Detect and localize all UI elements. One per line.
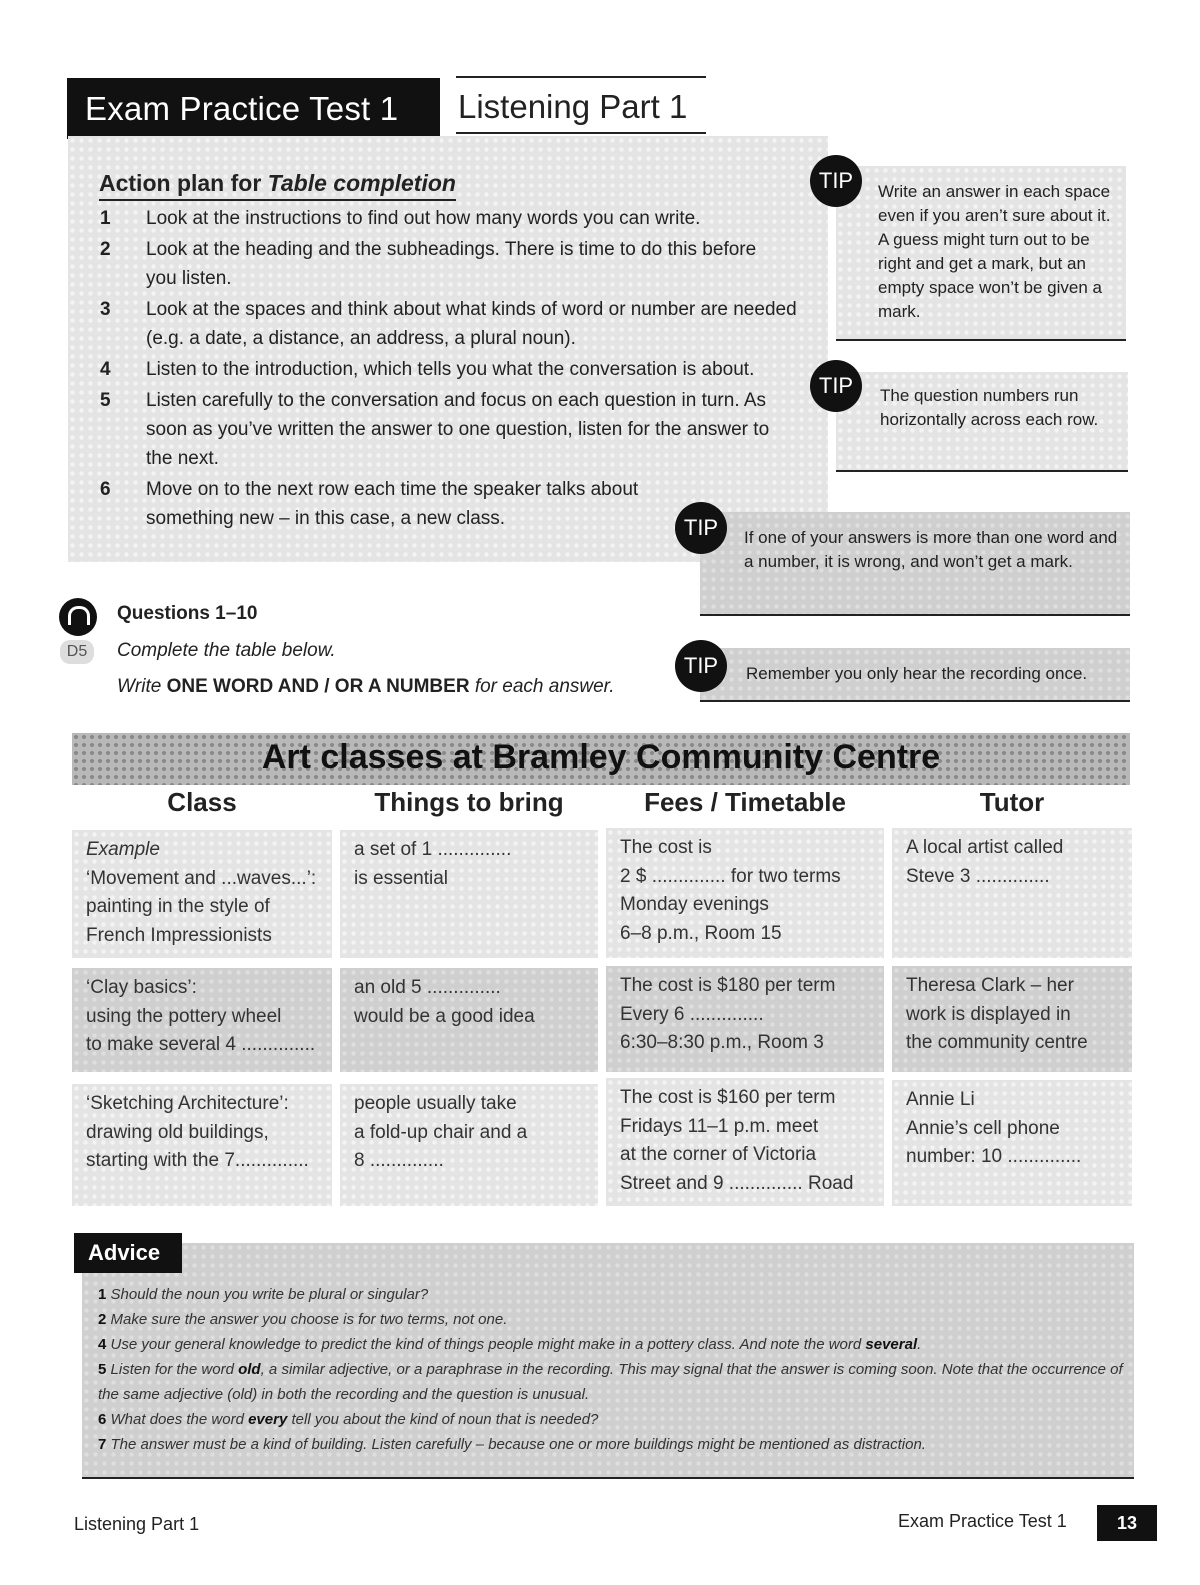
table-cell: ‘Clay basics’: using the pottery wheel to make several 4 .............. — [72, 968, 332, 1072]
questions-instruction: Complete the table below. — [117, 640, 336, 661]
advice-item: 4 Use your general knowledge to predict the kind of things people might make in a pottery class. And note the word several. — [98, 1336, 922, 1353]
tip-box-1: Write an answer in each space even if you aren’t sure about it. A guess might turn out to be right and get a mark, but an empty space won’t be given a mark. — [836, 166, 1126, 341]
advice-item: 2 Make sure the answer you choose is for two terms, not one. — [98, 1311, 508, 1328]
plan-item: 6 Move on to the next row each time the speaker talks about something new – in this case, a new class. — [100, 479, 639, 529]
table-cell: The cost is $180 per term Every 6 .............. 6:30–8:30 p.m., Room 3 — [606, 966, 884, 1072]
tip-box-4: Remember you only hear the recording once. — [700, 648, 1130, 702]
track-number: D5 — [60, 640, 94, 664]
table-cell: The cost is 2 $ .............. for two terms Monday evenings 6–8 p.m., Room 15 — [606, 828, 884, 958]
table-cell: Annie Li Annie’s cell phone number: 10 .............. — [892, 1080, 1132, 1206]
advice-item: 5 Listen for the word old, a similar adjective, or a paraphrase in the recording. This may signal that the answer is coming soon. Note that the occurrence of the same adjective (old) in both the recording and the question is unusual. — [98, 1361, 1123, 1403]
plan-item: 1 Look at the instructions to find out how many words you can write. — [100, 208, 701, 229]
tip-badge-3: TIP — [675, 502, 727, 554]
plan-item: 3 Look at the spaces and think about what kinds of word or number are needed (e.g. a date, a distance, an address, a plural noun). — [100, 299, 797, 349]
col-header-tutor: Tutor — [979, 787, 1045, 817]
plan-item: 2 Look at the heading and the subheadings. There is time to do this before you listen. — [100, 239, 757, 289]
col-header-fees: Fees / Timetable — [644, 787, 846, 817]
tip-badge-2: TIP — [810, 360, 862, 412]
action-plan-title: Action plan for Table completion — [99, 170, 456, 201]
table-cell: a set of 1 .............. is essential — [340, 830, 598, 958]
plan-item: 4 Listen to the introduction, which tells you what the conversation is about. — [100, 359, 755, 380]
advice-label: Advice — [74, 1233, 182, 1273]
table-cell: ‘Sketching Architecture’: drawing old buildings, starting with the 7.............. — [72, 1084, 332, 1206]
table-cell: Example ‘Movement and ...waves...’: painting in the style of French Impressionists — [72, 830, 332, 958]
footer-test-title: Exam Practice Test 1 — [898, 1511, 1067, 1531]
col-header-things: Things to bring — [374, 787, 564, 817]
advice-item: 1 Should the noun you write be plural or singular? — [98, 1286, 429, 1303]
tip-box-2: The question numbers run horizontally across each row. — [836, 372, 1128, 472]
table-cell: Theresa Clark – her work is displayed in the community centre — [892, 966, 1132, 1072]
advice-list — [98, 1282, 1128, 1457]
table-cell: people usually take a fold-up chair and a 8 .............. — [340, 1084, 598, 1206]
headphones-icon — [59, 598, 97, 636]
tip-box-3: If one of your answers is more than one word and a number, it is wrong, and won’t get a mark. — [700, 512, 1130, 616]
questions-word-limit: Write ONE WORD AND / OR A NUMBER for each answer. — [117, 676, 615, 697]
table-title: Art classes at Bramley Community Centre — [261, 738, 941, 776]
table-cell: The cost is $160 per term Fridays 11–1 p.m. meet at the corner of Victoria Street and 9 .............. Road — [606, 1078, 884, 1206]
part-title: Listening Part 1 — [456, 76, 706, 134]
advice-item: 6 What does the word every tell you about the kind of noun that is needed? — [98, 1411, 599, 1428]
table-cell: A local artist called Steve 3 .............. — [892, 828, 1132, 958]
advice-item: 7 The answer must be a kind of building. Listen carefully – because one or more buildings might be mentioned as distraction. — [98, 1436, 926, 1453]
action-plan-list — [100, 204, 820, 535]
test-title: Exam Practice Test 1 — [67, 78, 440, 139]
plan-item: 5 Listen carefully to the conversation and focus on each question in turn. As soon as you’ve written the answer to one question, listen for the answer to the next. — [100, 390, 770, 469]
tip-badge-1: TIP — [810, 155, 862, 207]
col-header-class: Class — [167, 787, 237, 817]
tip-badge-4: TIP — [675, 640, 727, 692]
table-cell: an old 5 .............. would be a good idea — [340, 968, 598, 1072]
page-number: 13 — [1097, 1505, 1157, 1541]
footer-section-title: Listening Part 1 — [74, 1514, 200, 1534]
questions-title: Questions 1–10 — [117, 603, 258, 624]
